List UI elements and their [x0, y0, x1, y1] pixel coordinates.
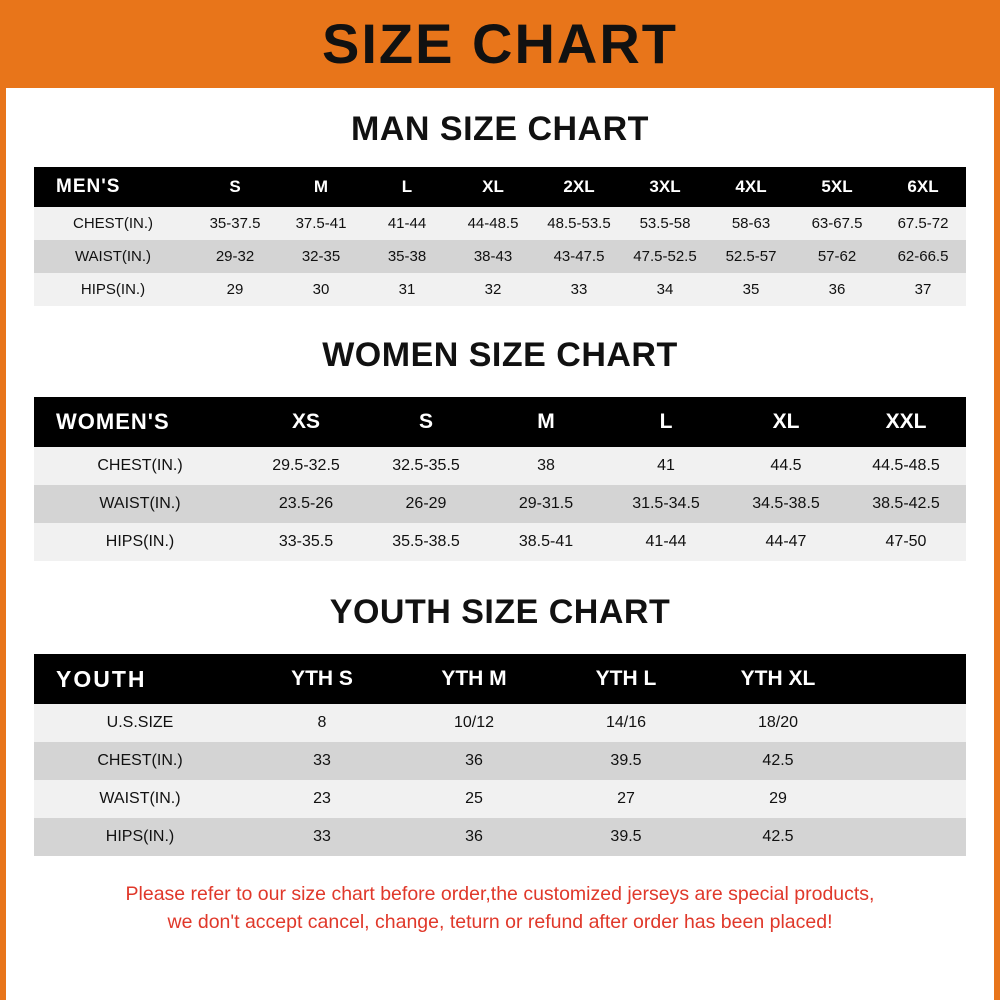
- cell: 35-38: [387, 248, 427, 265]
- cell: 33: [313, 828, 331, 845]
- cell: 36: [465, 828, 483, 845]
- cell: 29-32: [215, 248, 255, 265]
- cell: 38: [537, 457, 555, 474]
- footer-note-line-1: Please refer to our size chart before order,the customized jerseys are special products,: [125, 883, 875, 905]
- women-header-cell: WOMEN'S: [56, 409, 170, 434]
- man-table-header-row: [34, 167, 966, 207]
- cell: 36: [828, 281, 846, 298]
- women-header-cell: M: [537, 410, 555, 433]
- cell: 43-47.5: [553, 248, 605, 265]
- cell: 52.5-57: [725, 248, 777, 265]
- cell: 35-37.5: [209, 215, 261, 232]
- table-row: [34, 240, 966, 273]
- man-header-cell: M: [313, 177, 329, 196]
- cell: 37.5-41: [295, 215, 347, 232]
- cell: 35: [742, 281, 760, 298]
- man-header-cell: 5XL: [821, 177, 853, 196]
- table-row: [34, 780, 966, 818]
- row-label: HIPS(IN.): [105, 828, 175, 845]
- footer-note: [6, 880, 994, 937]
- cell: 58-63: [731, 215, 771, 232]
- row-label: WAIST(IN.): [99, 790, 181, 807]
- table-row: [34, 523, 966, 561]
- cell: 37: [914, 281, 932, 298]
- row-label: CHEST(IN.): [97, 457, 183, 474]
- cell: 31.5-34.5: [632, 495, 700, 512]
- row-label: HIPS(IN.): [80, 281, 146, 298]
- cell: 26-29: [405, 495, 447, 512]
- cell: 33: [570, 281, 588, 298]
- cell: 33-35.5: [278, 533, 334, 550]
- cell: 57-62: [817, 248, 857, 265]
- cell: 38.5-41: [518, 533, 574, 550]
- row-label: WAIST(IN.): [99, 495, 181, 512]
- cell: 32: [484, 281, 502, 298]
- cell: 62-66.5: [897, 248, 949, 265]
- cell: 42.5: [762, 828, 794, 845]
- cell: 34.5-38.5: [752, 495, 820, 512]
- man-header-cell: 6XL: [907, 177, 939, 196]
- cell: 53.5-58: [639, 215, 691, 232]
- cell: 41: [657, 457, 675, 474]
- cell: 29.5-32.5: [272, 457, 340, 474]
- youth-header-cell: YTH XL: [740, 667, 816, 690]
- cell: 14/16: [605, 714, 647, 731]
- table-row: [34, 742, 966, 780]
- man-header-cell: 2XL: [563, 177, 595, 196]
- man-header-cell: S: [229, 177, 241, 196]
- cell-spacer: [854, 780, 966, 818]
- cell: 42.5: [762, 752, 794, 769]
- youth-header-cell: YTH L: [595, 667, 657, 690]
- cell: 32-35: [301, 248, 341, 265]
- cell: 44.5: [770, 457, 802, 474]
- cell: 29-31.5: [518, 495, 574, 512]
- youth-section-title: YOUTH SIZE CHART: [329, 593, 671, 631]
- youth-header-cell: YTH S: [291, 667, 353, 690]
- women-section-title: WOMEN SIZE CHART: [322, 336, 678, 374]
- youth-size-table: [34, 654, 966, 856]
- cell: 25: [465, 790, 483, 807]
- cell-spacer: [854, 742, 966, 780]
- banner-title: SIZE CHART: [322, 12, 678, 75]
- cell: 29: [769, 790, 787, 807]
- cell: 63-67.5: [811, 215, 863, 232]
- cell: 39.5: [610, 828, 642, 845]
- cell: 35.5-38.5: [392, 533, 460, 550]
- man-header-cell: 3XL: [649, 177, 681, 196]
- man-header-cell: XL: [482, 177, 504, 196]
- table-row: [34, 447, 966, 485]
- cell: 39.5: [610, 752, 642, 769]
- youth-header-cell: YOUTH: [56, 665, 147, 692]
- cell: 36: [465, 752, 483, 769]
- cell-spacer: [854, 704, 966, 742]
- cell: 23.5-26: [278, 495, 334, 512]
- row-label: U.S.SIZE: [106, 714, 174, 731]
- women-table-header-row: [34, 397, 966, 447]
- cell: 44.5-48.5: [872, 457, 940, 474]
- cell: 41-44: [645, 533, 687, 550]
- women-header-cell: S: [418, 410, 433, 433]
- man-header-cell: L: [401, 177, 413, 196]
- row-label: CHEST(IN.): [73, 215, 153, 232]
- women-size-table: [34, 397, 966, 561]
- man-header-cell: MEN'S: [56, 176, 121, 197]
- table-row: [34, 273, 966, 306]
- row-label: WAIST(IN.): [74, 248, 152, 265]
- cell: 44-48.5: [467, 215, 519, 232]
- cell: 33: [313, 752, 331, 769]
- cell: 30: [312, 281, 330, 298]
- man-header-cell: 4XL: [735, 177, 767, 196]
- cell: 32.5-35.5: [392, 457, 460, 474]
- cell: 47.5-52.5: [633, 248, 697, 265]
- cell: 48.5-53.5: [547, 215, 611, 232]
- women-header-cell: XL: [772, 410, 800, 433]
- cell: 10/12: [453, 714, 495, 731]
- table-row: [34, 485, 966, 523]
- women-header-cell: XS: [291, 410, 320, 433]
- cell: 29: [226, 281, 244, 298]
- footer-note-line-2: we don't accept cancel, change, teturn or refund after order has been placed!: [167, 911, 833, 934]
- cell: 41-44: [387, 215, 427, 232]
- row-label: CHEST(IN.): [97, 752, 183, 769]
- cell-spacer: [854, 818, 966, 856]
- page-banner: [0, 0, 1000, 88]
- table-row: [34, 207, 966, 240]
- cell: 27: [617, 790, 635, 807]
- cell: 18/20: [757, 714, 799, 731]
- cell: 34: [656, 281, 674, 298]
- cell: 38.5-42.5: [872, 495, 940, 512]
- cell: 38-43: [473, 248, 513, 265]
- cell: 44-47: [765, 533, 807, 550]
- cell: 23: [313, 790, 331, 807]
- cell: 47-50: [885, 533, 927, 550]
- youth-table-header-row: [34, 654, 966, 704]
- man-size-table: [34, 167, 966, 306]
- cell: 8: [317, 714, 327, 731]
- women-header-cell: L: [659, 410, 673, 433]
- women-header-cell: XXL: [885, 410, 927, 433]
- youth-header-spacer: [854, 654, 966, 704]
- cell: 67.5-72: [897, 215, 949, 232]
- table-row: [34, 704, 966, 742]
- row-label: HIPS(IN.): [105, 533, 175, 550]
- cell: 31: [398, 281, 416, 298]
- youth-header-cell: YTH M: [441, 667, 507, 690]
- man-section-title: MAN SIZE CHART: [351, 110, 649, 148]
- table-row: [34, 818, 966, 856]
